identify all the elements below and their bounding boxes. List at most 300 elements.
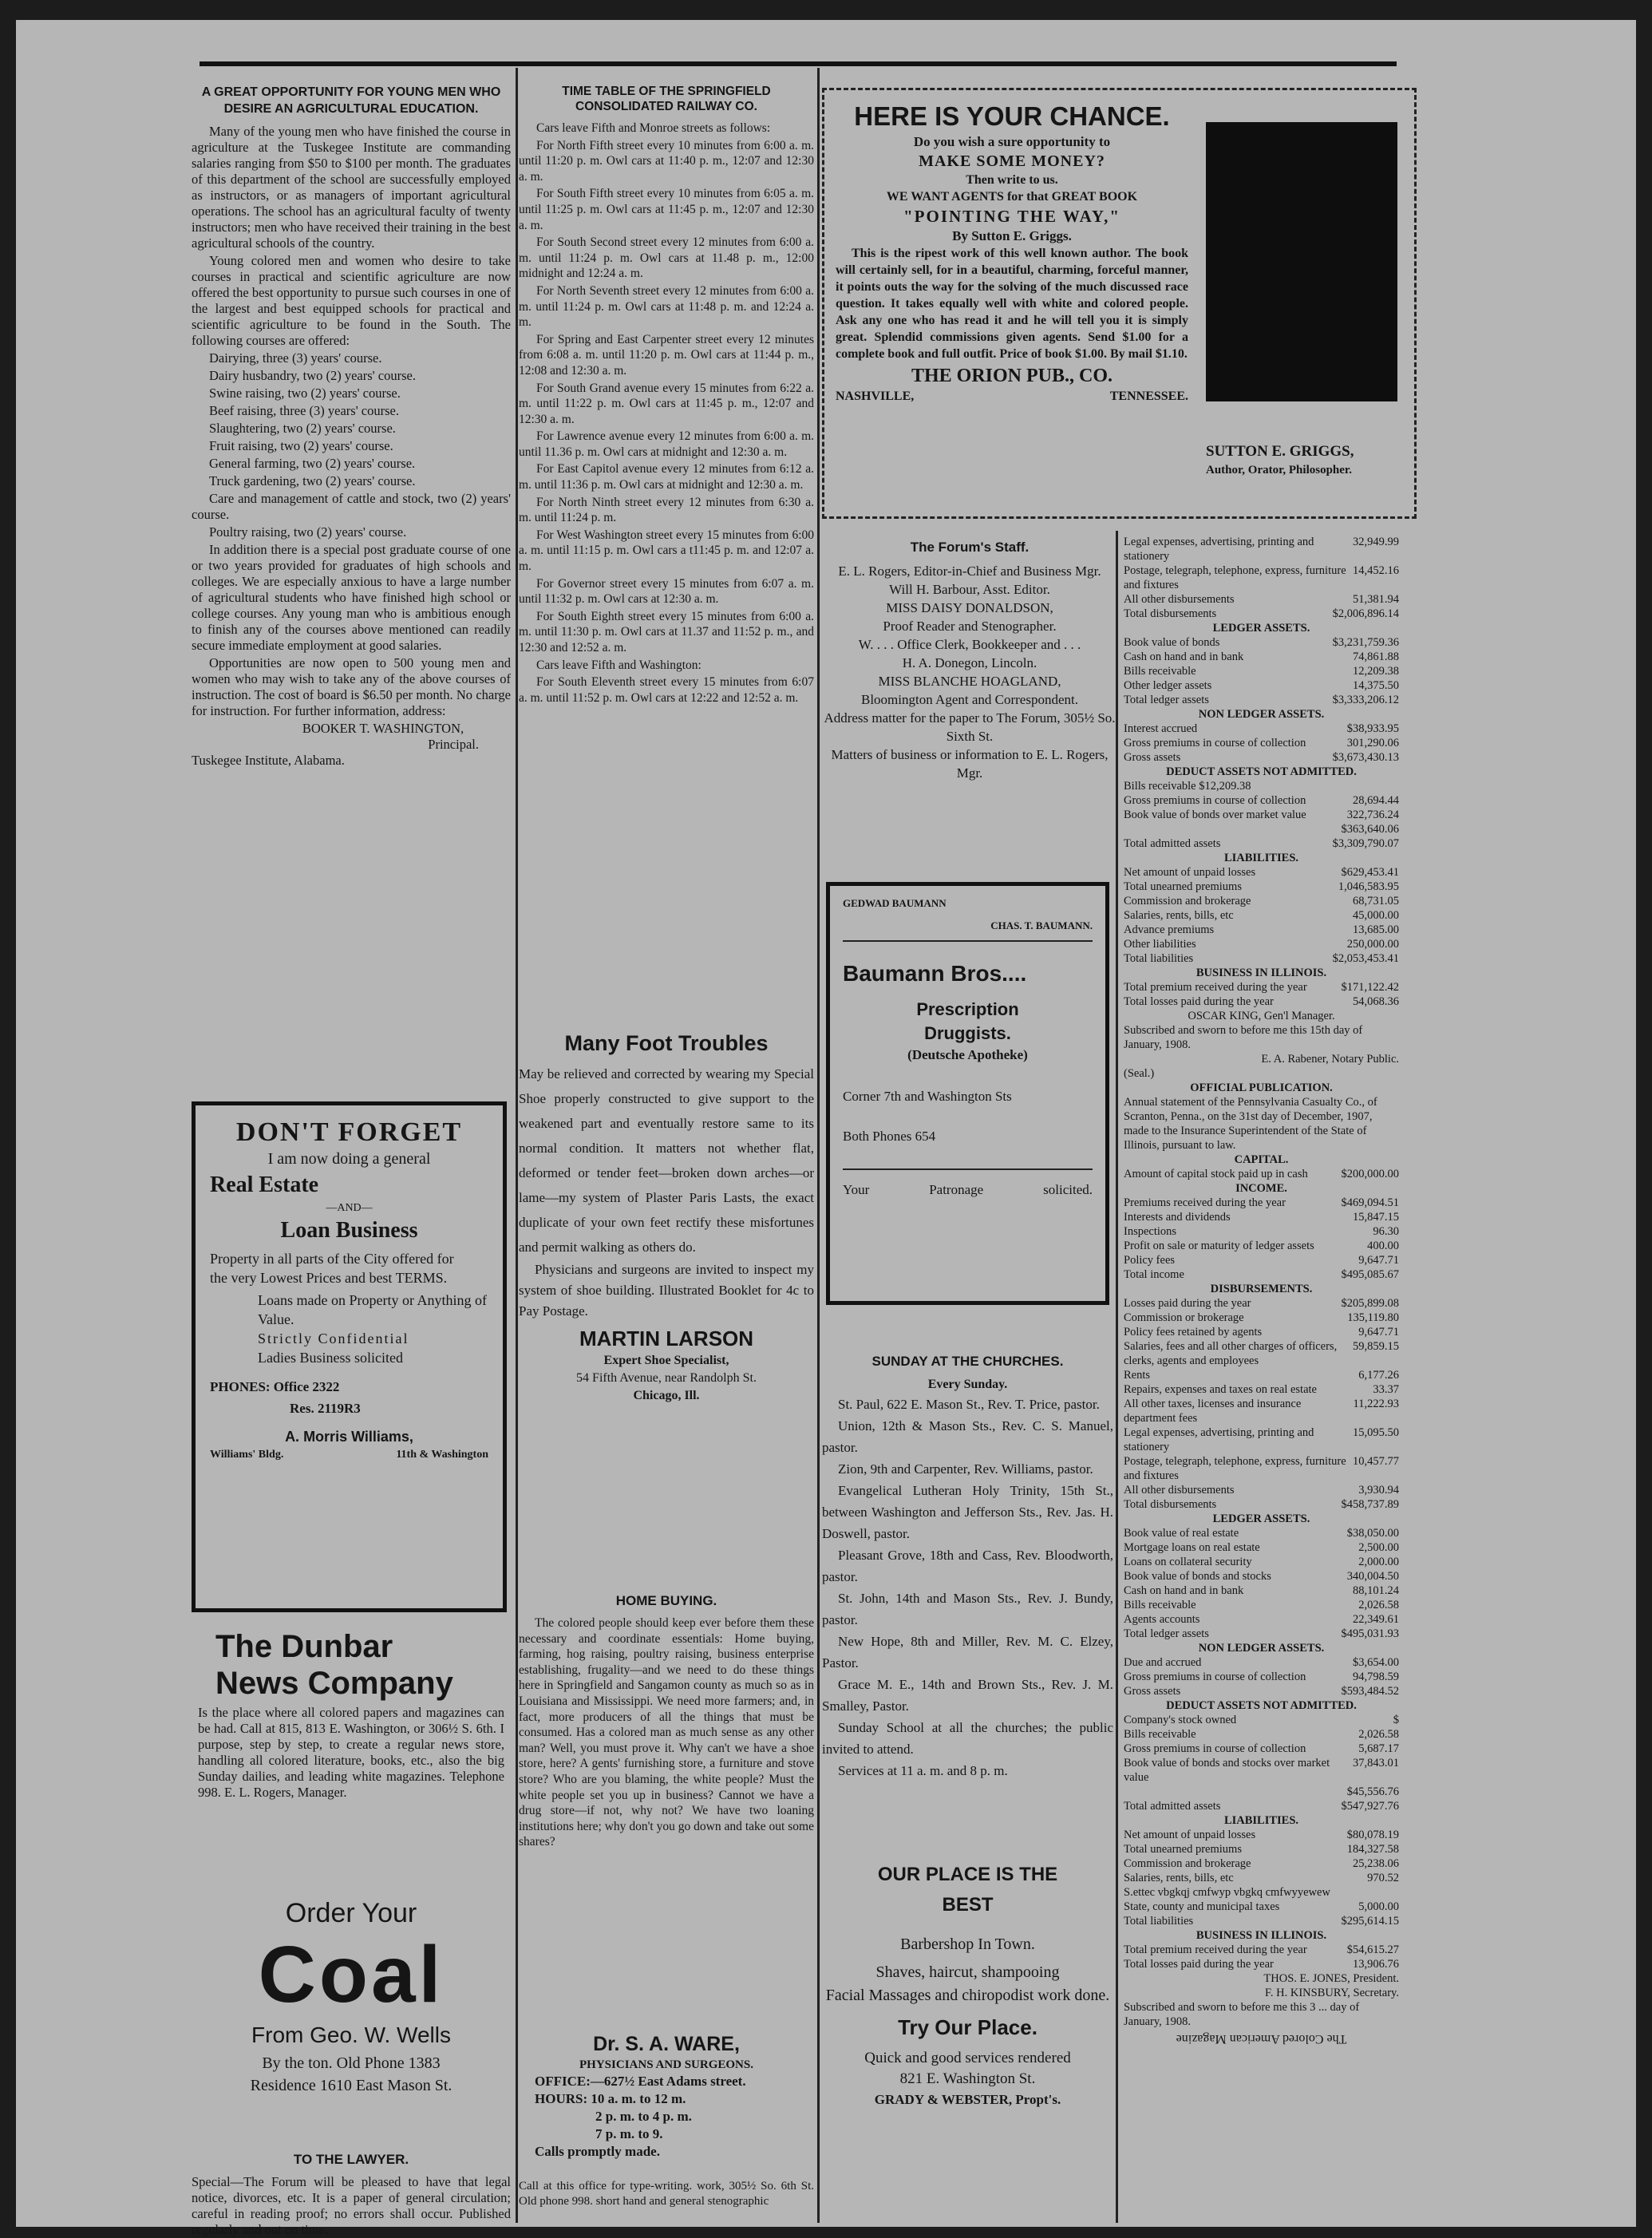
ledger-heading: BUSINESS IN ILLINOIS. [1196,1929,1327,1942]
staff-line: Matters of business or information to E. L. Rogers, Mgr. [831,747,1109,781]
timetable-item: For North Fifth street every 10 minutes from 6:00 a. m. until 11:20 p. m. Owl cars at 11:40 p. m., 12:07 and 12:30 a. m. [519,138,814,184]
education-paragraph: In addition there is a special post graduate course of one or two years provided for graduates of high schools and colleges. We are especially anxious to have a large number of agricultural students who have finished high school or college courses. Any young man who is ambitious enough to finish any of the courses above mentioned can readily secure immediate employment at good salaries. [192,542,511,653]
ledger-row [1124,1540,1399,1555]
ad-line: PHONES: Office 2322 [210,1379,340,1394]
ad-line: 7 p. m. to 9. [595,2126,663,2141]
ad-body: This is the ripest work of this well known author. The book will certainly sell, for in a beautiful, charming, forceful manner, it points outs the way for the solving of the much discussed race question. It takes equally well with white and colored people. Ask any one who has read it and he will tell you it is simply great. Splendid commissions given agents. Send $1.00 for a complete book and full outfit. Price of book $1.00. By mail $1.10. [836,247,1188,361]
course-item: Truck gardening, two (2) years' course. [209,473,416,488]
ledger-row [1124,1526,1399,1540]
ledger-label: Bills receivable [1124,1599,1196,1611]
ad-title: HERE IS YOUR CHANCE. [854,101,1170,131]
ledger-row [1124,880,1399,894]
ledger-label: Profit on sale or maturity of ledger assets [1124,1240,1314,1252]
timetable-item: For South Fifth street every 10 minutes from 6:05 a. m. until 11:25 p. m. Owl cars at 11:45 p. m., 12:07 and 12:30 a. m. [519,187,814,232]
ledger-row [1124,1210,1399,1224]
ad-line: Do you wish a sure opportunity to [913,134,1111,149]
ledger-row [1124,664,1399,678]
ad-line: By the ton. Old Phone 1383 [262,2054,441,2072]
article-title: HOME BUYING. [615,1593,717,1608]
signature-name: BOOKER T. WASHINGTON, [302,721,464,736]
staff-box [822,539,1117,782]
ledger-label: Total premium received during the year [1124,1943,1307,1956]
ledger-label: Salaries, rents, bills, etc [1124,909,1234,922]
foot-troubles-ad [519,1030,814,1405]
ledger-label: Total unearned premiums [1124,880,1242,893]
ad-line: 821 E. Washington St. [899,2070,1036,2087]
real-estate-ad [192,1101,507,1612]
timetable-item: For West Washington street every 15 minutes from 6:00 a. m. until 11:15 p. m. Owl cars a t11:45 p. m. and 12:07 a. m. [519,528,814,574]
ad-line: GEDWAD BAUMANN [843,897,947,909]
ledger-label: Total ledger assets [1124,694,1209,706]
ledger-row [1124,1224,1399,1239]
course-item: Care and management of cattle and stock, two (2) years' course. [192,491,511,522]
ledger-label: All other disbursements [1124,593,1235,606]
timetable-item: For North Ninth street every 12 minutes from 6:30 a. m. until 11:24 p. m. [519,495,814,525]
ad-line: Residence 1610 East Mason St. [250,2077,453,2094]
ledger-value: 25,238.06 [1353,1857,1399,1870]
ad-line: Corner 7th and Washington Sts [843,1089,1012,1104]
lawyer-notice [192,2151,511,2238]
ledger-value: $45,556.76 [1346,1785,1399,1798]
ledger-value: 250,000.00 [1346,938,1399,951]
ledger-row [1124,1368,1399,1382]
ledger-row [1124,1196,1399,1210]
ledger-row [1124,808,1399,822]
timetable-item: For North Seventh street every 12 minutes from 6:00 a. m. until 11:24 p. m. Owl cars at 11:48 p. m. and 12:24 a. m. [519,283,814,330]
ledger-row [1124,722,1399,736]
ledger-label: Loans on collateral security [1124,1556,1252,1568]
staff-line: MISS BLANCHE HOAGLAND, [878,674,1061,689]
ledger-row [1124,592,1399,607]
baumann-ad [826,882,1109,1305]
ledger-heading: LEDGER ASSETS. [1212,1512,1310,1525]
ledger-row [1124,1727,1399,1742]
ledger-row [1124,779,1399,793]
church-item: St. John, 14th and Mason Sts., Rev. J. Bundy, pastor. [822,1591,1113,1627]
ledger-row [1124,865,1399,880]
ledger-heading: DISBURSEMENTS. [1210,1283,1313,1295]
ledger-row [1124,1799,1399,1813]
ad-line: MAKE SOME MONEY? [919,152,1105,170]
ledger-label: S.ettec vbgkqj cmfwyp vbgkq cmfwyyewew [1124,1886,1330,1899]
ledger-label: Other ledger assets [1124,679,1212,692]
church-item: Pleasant Grove, 18th and Cass, Rev. Bloodworth, pastor. [822,1548,1113,1584]
ledger-label: Interests and dividends [1124,1211,1231,1224]
ad-title: DON'T FORGET [235,1117,463,1147]
ledger-label: Policy fees retained by agents [1124,1326,1263,1338]
ledger-value: $3,309,790.07 [1332,837,1399,850]
ad-line: "POINTING THE WAY," [903,207,1120,226]
ledger-label: Total disbursements [1124,1498,1217,1511]
ledger-row [1124,1785,1399,1799]
ledger-label: Mortgage loans on real estate [1124,1541,1260,1554]
ledger-value: 2,500.00 [1358,1541,1399,1554]
ad-line: Patronage [929,1182,984,1197]
ledger-row [1124,1957,1399,1971]
ledger-label: Total liabilities [1124,1915,1194,1928]
ad-line: —AND— [326,1202,373,1214]
staff-line: E. L. Rogers, Editor-in-Chief and Business Mgr. [838,563,1101,579]
ledger-value: $458,737.89 [1341,1498,1399,1511]
ledger-row [1124,1828,1399,1842]
ledger-label: Amount of capital stock paid up in cash [1124,1168,1308,1180]
timetable-item: For South Second street every 12 minutes from 6:00 a. m. until 11:24 p. m. Owl cars at 11.48 p. m., 12:00 midnight and 12:24 a. m. [519,235,814,281]
ad-title: Try Our Place. [898,2015,1037,2039]
timetable-item: For South Grand avenue every 15 minutes from 6:22 a. m. until 11:22 p. m. Owl cars at 11:45 p. m., 12:07 and 12:30 a. m. [519,381,814,426]
staff-title: The Forum's Staff. [910,540,1030,555]
dunbar-ad [192,1628,511,1804]
doctor-ad [519,2031,814,2161]
ledger-value: 12,209.38 [1353,665,1399,678]
ledger-row [1124,1569,1399,1584]
ledger-label: Commission or brokerage [1124,1311,1244,1324]
ledger-text: Subscribed and sworn to before me this 15th day of January, 1908. [1124,1024,1363,1051]
ledger-label [1124,1785,1128,1799]
ledger-row [1124,1497,1399,1512]
ad-line: Facial Massages and chiropodist work done. [825,1987,1110,2004]
ledger-label: Total premium received during the year [1124,981,1307,994]
ledger-value: 301,290.06 [1346,737,1399,749]
ledger-label: Agents accounts [1124,1613,1200,1626]
ledger-row [1124,822,1399,836]
church-item: Grace M. E., 14th and Brown Sts., Rev. J. M. Smalley, Pastor. [822,1677,1113,1714]
ledger-row [1124,1425,1399,1454]
churches-notice [822,1353,1113,1781]
ledger-row [1124,1670,1399,1684]
ledger-label: State, county and municipal taxes [1124,1900,1280,1913]
course-item: Beef raising, three (3) years' course. [209,403,399,418]
ledger-value: 5,000.00 [1358,1900,1399,1913]
ledger-value: 11,222.93 [1353,1398,1399,1410]
staff-line: MISS DAISY DONALDSON, [886,600,1053,615]
course-item: Poultry raising, two (2) years' course. [209,524,407,540]
ledger-label: Total admitted assets [1124,1800,1221,1813]
ledger-row [1124,1842,1399,1856]
ledger-label: All other taxes, licenses and insurance department fees [1124,1398,1302,1425]
ledger-label: Losses paid during the year [1124,1297,1251,1310]
ad-title: OUR PLACE IS THE [877,1864,1058,1885]
ledger-row [1124,793,1399,808]
ledger-row [1124,1742,1399,1756]
ad-line: TENNESSEE. [1109,389,1188,403]
author-portrait [1206,122,1397,401]
typewriting-notice: Call at this office for type-writing. work, 305½ So. 6th St. Old phone 998. short hand and general stenographic [519,2180,814,2208]
ledger-label: Due and accrued [1124,1656,1202,1669]
ledger-row [1124,1914,1399,1928]
ledger-value: $295,614.15 [1341,1915,1399,1928]
ledger-label: Company's stock owned [1124,1714,1237,1726]
ad-line: Property in all parts of the City offered for the very Lowest Prices and best TERMS. [210,1251,454,1286]
ledger-value: 51,381.94 [1353,593,1399,606]
ledger-value: 33.37 [1373,1383,1399,1396]
ad-title: News Company [215,1666,453,1701]
ledger-value: 970.52 [1367,1872,1399,1884]
ad-line: A. Morris Williams, [285,1429,413,1445]
ad-line: Real Estate [210,1172,319,1197]
ledger-value: $3,654.00 [1353,1656,1399,1669]
ledger-label: Interest accrued [1124,722,1198,735]
ledger-row [1124,607,1399,621]
insurance-statement [1124,535,1399,2219]
timetable-intro: Cars leave Fifth and Monroe streets as follows: [536,121,771,135]
ad-line: Prescription [916,999,1019,1019]
ad-title: The Dunbar [215,1629,393,1664]
ledger-row [1124,1167,1399,1181]
ad-line: Calls promptly made. [535,2144,660,2159]
ad-line: I am now doing a general [267,1150,431,1168]
ad-line: OFFICE:—627½ East Adams street. [535,2074,746,2089]
ledger-value: 322,736.24 [1346,809,1399,821]
ledger-row [1124,736,1399,750]
ledger-label: Legal expenses, advertising, printing and stationery [1124,1426,1314,1453]
ledger-heading: INCOME. [1235,1182,1287,1195]
timetable-item: For South Eighth street every 15 minutes from 6:00 a. m. until 11:30 p. m. Owl cars at 11.37 and 11:52 p. m., and 12:30 and 12:52 a. m. [519,609,814,654]
staff-line: Bloomington Agent and Correspondent. [861,692,1078,707]
ledger-label: Postage, telegraph, telephone, express, furniture and fixtures [1124,564,1346,591]
ledger-row [1124,1397,1399,1425]
ledger-label: Other liabilities [1124,938,1196,951]
ledger-row [1124,635,1399,650]
article-body: The colored people should keep ever before them these necessary and coordinate essentials: Home buying, farming, hog raising, poultry raising, business enterprise establishing, frugality—and we need to do these things here in Springfield and Sangamon county as much so as in Louisiana and Mississippi. We need more farmers; and, in fact, more producers of all the things that must be consumed. Has a colored man as much sense as any other man? Well, you must prove it. Why can't we have a shoe store, here? A gents' furnishing store, a furniture and stove store? Who are you blaming, the white people? Must the white people set you up in business? Cannot we have a drug store—if not, why not? We have two loaning institutions here; why don't you go down and take out some shares? [519,1616,814,1849]
chance-ad [822,88,1417,519]
ledger-row [1124,836,1399,851]
ledger-row [1124,937,1399,951]
ad-line: Order Your [285,1898,417,1928]
ledger-row [1124,1871,1399,1885]
ledger-row [1124,1239,1399,1253]
ledger-label: Book value of bonds and stocks [1124,1570,1271,1583]
timetable-item: For South Eleventh street every 15 minutes from 6:07 a. m. until 11:52 p. m. Owl cars at 12:22 and 12:52 a. m. [519,675,814,705]
ledger-text: E. A. Rabener, Notary Public. [1261,1053,1399,1066]
ad-line: Ladies Business solicited [258,1350,403,1366]
ad-title: Baumann Bros.... [843,961,1027,986]
ledger-heading: DEDUCT ASSETS NOT ADMITTED. [1166,1699,1357,1712]
ledger-heading: BUSINESS IN ILLINOIS. [1196,967,1327,979]
timetable [519,121,814,706]
ledger-label: Gross premiums in course of collection [1124,1742,1306,1755]
ad-line: Williams' Bldg. [210,1449,284,1461]
ledger-value: $3,231,759.36 [1332,636,1399,649]
ledger-heading: NON LEDGER ASSETS. [1198,1642,1325,1655]
ledger-value: 59,859.15 [1353,1340,1399,1353]
ledger-label: Postage, telegraph, telephone, express, furniture and fixtures [1124,1455,1346,1482]
column-2 [519,84,814,2223]
ledger-value: 2,026.58 [1358,1728,1399,1741]
ledger-row [1124,1584,1399,1598]
ledger-label: Gross assets [1124,751,1181,764]
ad-line: solicited. [1043,1182,1093,1197]
ledger-value: 340,004.50 [1346,1570,1399,1583]
ledger-value: 94,798.59 [1353,1671,1399,1683]
ledger-value: 1,046,583.95 [1338,880,1399,893]
timetable-title: TIME TABLE OF THE SPRINGFIELD CONSOLIDATED RAILWAY CO. [562,85,771,113]
ledger-value: 9,647.71 [1358,1254,1399,1267]
ledger-value: $205,899.08 [1341,1297,1399,1310]
ledger-row [1124,1885,1399,1900]
ledger-heading: LIABILITIES. [1223,1814,1299,1827]
ledger-label: Gross assets [1124,1685,1181,1698]
ad-line: 54 Fifth Avenue, near Randolph St. [576,1371,757,1385]
education-article [192,84,511,769]
home-buying-article [519,1592,814,1850]
ledger-label: Book value of bonds [1124,636,1220,649]
ledger-text: (Seal.) [1124,1067,1155,1080]
ledger-label: Advance premiums [1124,923,1215,936]
ad-line: WE WANT AGENTS for that GREAT BOOK [886,190,1138,204]
staff-line: W. . . . Office Clerk, Bookkeeper and . . . [858,637,1081,652]
ledger-row [1124,1713,1399,1727]
top-rule [200,61,1397,66]
course-item: Dairy husbandry, two (2) years' course. [209,368,416,383]
ledger-row [1124,1598,1399,1612]
ledger-value: $2,006,896.14 [1332,607,1399,620]
ledger-row [1124,1483,1399,1497]
ledger-value: $629,453.41 [1341,866,1399,879]
ledger-row [1124,1684,1399,1698]
signature-place: Tuskegee Institute, Alabama. [192,753,345,768]
ad-line: Loans made on Property or Anything of Value. [258,1292,487,1327]
ad-line: Then write to us. [966,173,1058,187]
ledger-value: 3,930.94 [1358,1484,1399,1497]
timetable-item: Cars leave Fifth and Washington: [536,658,702,672]
ledger-row [1124,1943,1399,1957]
ad-title: Coal [258,1930,445,2019]
ledger-value: 45,000.00 [1353,909,1399,922]
ledger-value: 14,452.16 [1353,564,1399,577]
ledger-value: 2,000.00 [1358,1556,1399,1568]
ledger-row [1124,1311,1399,1325]
ledger-row [1124,1555,1399,1569]
ad-line: (Deutsche Apotheke) [907,1047,1028,1062]
staff-line: Will H. Barbour, Asst. Editor. [889,582,1050,597]
ledger-row [1124,650,1399,664]
ledger-row [1124,923,1399,937]
course-item: Dairying, three (3) years' course. [209,350,382,366]
course-item: General farming, two (2) years' course. [209,456,416,471]
ledger-value: 15,095.50 [1353,1426,1399,1439]
ledger-value: 6,177.26 [1358,1369,1399,1382]
ledger-label: Total unearned premiums [1124,1843,1242,1856]
ad-line: Res. 2119R3 [290,1401,361,1416]
ledger-label: Commission and brokerage [1124,1857,1251,1870]
ledger-label: Net amount of unpaid losses [1124,866,1256,879]
ledger-row [1124,1627,1399,1641]
ledger-row [1124,894,1399,908]
ledger-row [1124,1454,1399,1483]
ledger-value: $3,673,430.13 [1332,751,1399,764]
ledger-row [1124,1296,1399,1311]
ledger-label: Gross premiums in course of collection [1124,737,1306,749]
ledger-row [1124,951,1399,966]
ledger-label: Salaries, rents, bills, etc [1124,1872,1234,1884]
ledger-row [1124,1253,1399,1267]
ad-body: May be relieved and corrected by wearing my Special Shoe properly constructed to give support to the weakened part and eventually restore same to its normal condition. It matters not whether flat, deformed or tender feet—broken down arches—or lame—my system of Plaster Paris Lasts, the exact duplicate of your own feet rectify these misfortunes and permit walking as others do. [519,1066,814,1255]
ad-body: Physicians and surgeons are invited to inspect my system of shoe building. Illustrated Booklet for 4c to Pay Postage. [519,1262,814,1319]
timetable-item: For East Capitol avenue every 12 minutes from 6:12 a. m. until 11:36 p. m. Owl cars at midnight and 12:30 a. m. [519,462,814,492]
ledger-row [1124,1655,1399,1670]
timetable-item: For Spring and East Carpenter street every 12 minutes from 6:08 a. m. until 11:20 p. m. Owl cars at 11:44 p. m., 12:08 and 12:30 a. m. [519,332,814,378]
ledger-label: Total disbursements [1124,607,1217,620]
ad-line: Expert Shoe Specialist, [603,1354,729,1367]
ledger-value: 135,119.80 [1347,1311,1399,1324]
ledger-row [1124,980,1399,994]
ad-line: Barbershop In Town. [900,1936,1035,1953]
ledger-row [1124,535,1399,563]
ledger-label: Book value of real estate [1124,1527,1239,1540]
church-item: Sunday School at all the churches; the public invited to attend. [822,1720,1113,1757]
ad-name: MARTIN LARSON [579,1327,754,1350]
ad-line: From Geo. W. Wells [251,2023,451,2047]
ledger-value: $ [1393,1714,1399,1726]
ledger-heading: DEDUCT ASSETS NOT ADMITTED. [1166,765,1357,778]
coal-ad [192,1896,511,2097]
ledger-value: 15,847.15 [1353,1211,1399,1224]
author-sub: Author, Orator, Philosopher. [1206,464,1352,476]
ledger-row [1124,908,1399,923]
ad-line: Both Phones 654 [843,1129,936,1144]
ledger-value: 32,949.99 [1353,536,1399,548]
ad-line: 11th & Washington [396,1449,488,1461]
ad-line: Your [843,1182,870,1197]
course-item: Slaughtering, two (2) years' course. [209,421,396,436]
ledger-label: Premiums received during the year [1124,1196,1286,1209]
notice-title: SUNDAY AT THE CHURCHES. [871,1354,1064,1369]
ledger-value: 28,694.44 [1353,794,1399,807]
ad-line: THE ORION PUB., CO. [911,366,1113,386]
ledger-heading: LEDGER ASSETS. [1212,622,1310,635]
ledger-heading: CAPITAL. [1234,1153,1289,1166]
column-1 [192,84,511,2237]
ledger-value: $495,031.93 [1341,1627,1399,1640]
barbershop-ad [822,1860,1113,2110]
ledger-label: Total losses paid during the year [1124,995,1274,1008]
ledger-label: Bills receivable [1124,665,1196,678]
timetable-item: For Governor street every 15 minutes from 6:07 a. m. until 11:32 p. m. Owl cars at 12:30 a. m. [519,576,814,607]
ledger-text: OSCAR KING, Gen'l Manager. [1188,1010,1335,1022]
ledger-row [1124,994,1399,1009]
ledger-value: 74,861.88 [1353,650,1399,663]
staff-line: Proof Reader and Stenographer. [883,619,1057,634]
ledger-row [1124,1382,1399,1397]
education-title: A GREAT OPPORTUNITY FOR YOUNG MEN WHO DESIRE AN AGRICULTURAL EDUCATION. [201,85,501,116]
ledger-label: Salaries, fees and all other charges of officers, clerks, agents and employees [1124,1340,1338,1367]
course-item: Swine raising, two (2) years' course. [209,386,401,401]
ad-line: Chicago, Ill. [633,1389,700,1402]
ledger-value: $54,615.27 [1346,1943,1399,1956]
ledger-label: Total liabilities [1124,952,1194,965]
ad-title: Many Foot Troubles [564,1031,769,1055]
ledger-label: Book value of bonds over market value [1124,809,1306,821]
ledger-row [1124,678,1399,693]
staff-line: H. A. Donegon, Lincoln. [902,655,1037,670]
ledger-value: 184,327.58 [1346,1843,1399,1856]
ledger-text: F. H. KINSBURY, Secretary. [1264,1987,1399,1999]
ad-line: 2 p. m. to 4 p. m. [595,2109,692,2124]
notice-sub: Every Sunday. [927,1378,1008,1391]
ledger-label: Repairs, expenses and taxes on real estate [1124,1383,1317,1396]
ledger-label: Inspections [1124,1225,1177,1238]
ad-line: Quick and good services rendered [864,2050,1071,2066]
church-item: Union, 12th & Mason Sts., Rev. C. S. Manuel, pastor. [822,1418,1113,1455]
ledger-label: Bills receivable $12,209.38 [1124,780,1251,793]
ledger-value: 13,685.00 [1353,923,1399,936]
ledger-value: 10,457.77 [1353,1455,1399,1468]
ad-line: Loan Business [280,1218,418,1243]
church-item: Evangelical Lutheran Holy Trinity, 15th St., between Washington and Jefferson Sts., Rev. Jas. H. Doswell, pastor. [822,1483,1113,1541]
ledger-label [1124,822,1128,836]
ledger-value: $200,000.00 [1341,1168,1399,1180]
ledger-label: Legal expenses, advertising, printing and stationery [1124,536,1314,563]
